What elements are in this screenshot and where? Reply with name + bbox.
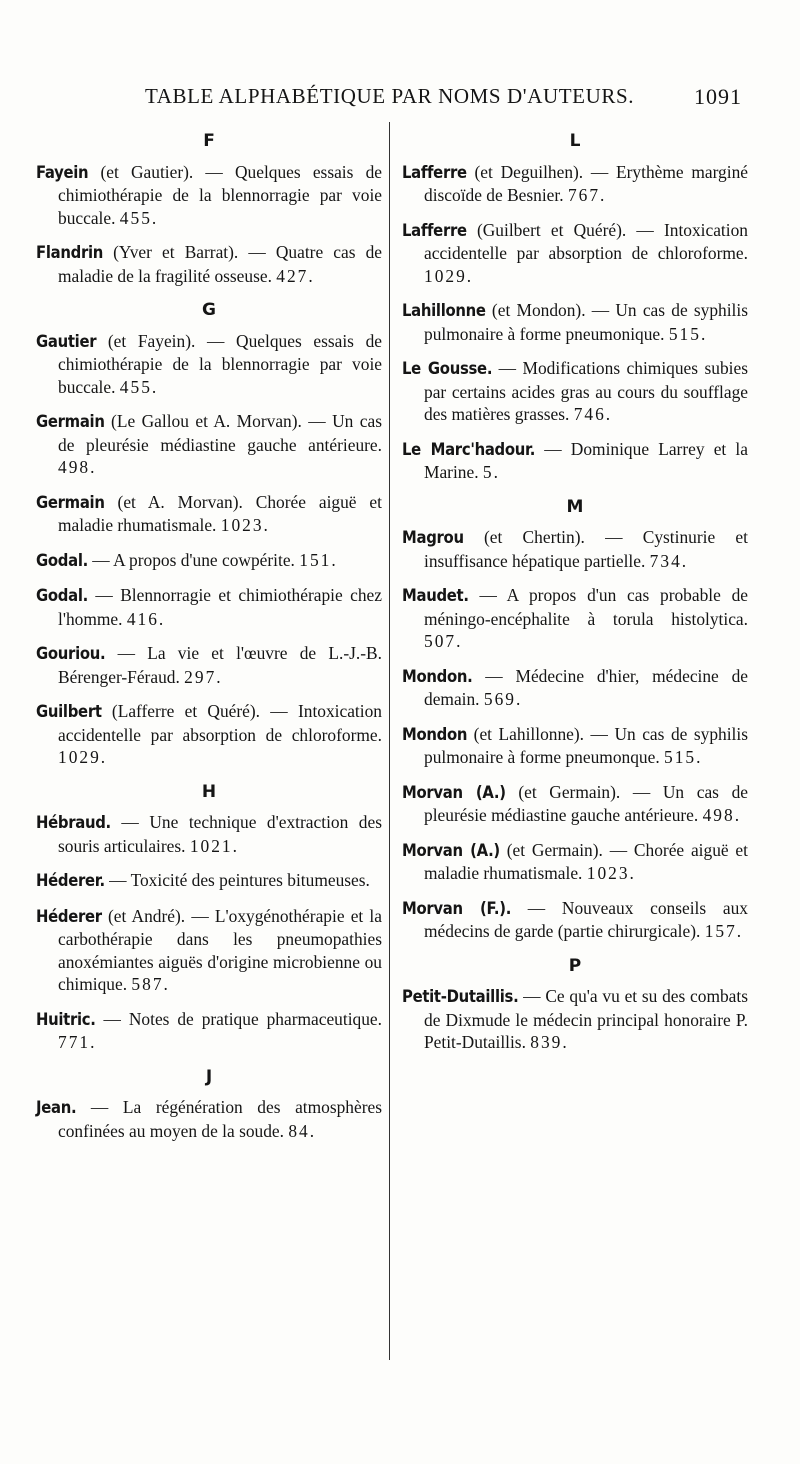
entry-title: (et Germain). — Chorée aiguë et maladie rhumatismale. [424,839,748,883]
entry-title: (Lafferre et Quéré). — Intoxication accidentelle par absorption de chloroforme. [58,701,382,745]
entry-title: (et Chertin). — Cystinurie et insuffisance hépatique partielle. [424,527,748,571]
author-name: Lafferre [402,162,467,182]
index-entry [402,723,748,769]
index-entry [36,869,382,893]
author-name: Petit-Dutaillis. [402,987,519,1006]
entry-page-ref: 455. [119,376,159,397]
section-letter: H [201,781,217,802]
entry-page-ref: 151. [299,549,338,570]
index-entry [402,584,748,653]
entry-page-ref: 1021. [189,835,239,856]
page-title: TABLE ALPHABÉTIQUE PAR NOMS D'AUTEURS. [145,84,635,108]
index-entry [402,839,748,885]
entry-title: (et Deguilhen). — Erythème marginé discoïde de Besnier. [424,161,748,205]
entry-title: (et Germain). — Un cas de pleurésie médiastine gauche antérieure. [424,781,748,825]
entry-page-ref: 1029. [58,747,108,767]
entry-title: — Ce qu'a vu et su des combats de Dixmude le médecin principal honoraire P. Petit-Dutaillis. [424,986,748,1052]
index-entry [402,161,748,207]
entry-title: — Toxicité des peintures bitumeuses. [104,870,370,890]
entry-page-ref: 5. [482,462,500,482]
column-divider [389,122,390,1360]
section-letter: G [202,300,216,320]
index-entry [402,299,748,345]
author-name: Lafferre [402,220,467,240]
author-name: Guilbert [36,702,102,721]
entry-title: — Nouveaux conseils aux médecins de garde (partie chirurgicale). [424,897,748,941]
entry-title: (Guilbert et Quéré). — Intoxication accidentelle par absorption de chloroforme. [424,219,748,263]
author-name: Fayein [36,162,89,182]
entry-page-ref: 587. [131,974,170,994]
index-entry [402,985,748,1054]
entry-title: — Dominique Larrey et la Marine. [424,438,748,482]
entry-page-ref: 157. [704,921,744,941]
index-entry [36,700,382,769]
index-entry [36,330,382,399]
author-name: Godal. [36,586,88,605]
entry-page-ref: 297. [184,666,223,687]
entry-title: — Notes de pratique pharmaceutique. [95,1008,382,1029]
index-entry [402,781,748,827]
entry-title: — Blennorragie et chimiothérapie chez l'homme. [58,585,382,629]
author-name: Magrou [402,528,464,547]
entry-page-ref: 507. [424,631,463,651]
entry-title: (et Lahillonne). — Un cas de syphilis pulmonaire à forme pneumonque. [424,723,748,767]
entry-title: (et Gautier). — Quelques essais de chimiothérapie de la blennorragie par voie buccale. [58,161,382,228]
index-entry [402,526,748,572]
index-entry [36,642,382,688]
entry-page-ref: 746. [573,404,613,424]
author-name: Le Marc'hadour. [402,439,536,459]
author-name: Lahillonne [402,301,486,320]
index-entry [36,410,382,479]
author-name: Le Gousse. [402,359,493,378]
entry-title: (et André). — L'oxygénothérapie et la carbothérapie dans les pneumopathies anoxémiantes aiguës d'origine microbienne ou chimique. [58,905,382,994]
entry-title: — A propos d'une cowpérite. [87,549,300,570]
entry-page-ref: 498. [702,805,742,825]
entry-title: — La vie et l'œuvre de L.-J.-B. Bérenger-Féraud. [58,643,382,687]
author-name: Mondon [402,724,468,744]
entry-title: (et A. Morvan). Chorée aiguë et maladie rhumatismale. [58,491,382,535]
entry-page-ref: 1023. [220,515,270,535]
entry-page-ref: 515. [664,747,703,767]
entry-title: (et Mondon). — Un cas de syphilis pulmonaire à forme pneumonique. [424,300,748,344]
right-column [402,124,748,1066]
author-name: Mondon. [402,666,473,686]
entry-title: (Le Gallou et A. Morvan). — Un cas de pleurésie médiastine gauche antérieure. [58,411,382,455]
author-name: Flandrin [36,243,104,262]
entry-title: (et Fayein). — Quelques essais de chimiothérapie de la blennorragie par voie buccale. [58,330,382,397]
author-name: Godal. [36,550,88,570]
index-entry [402,219,748,288]
entry-page-ref: 839. [530,1032,569,1052]
entry-page-ref: 767. [567,185,607,205]
index-entry [36,1096,382,1142]
entry-page-ref: 1029. [424,265,474,286]
author-name: Germain [36,412,105,431]
entry-title: — Modifications chimiques subies par certains acides gras au cours du soufflage des matières grasses. [424,358,748,424]
author-name: Morvan (A.) [402,840,500,860]
index-entry [402,438,748,484]
index-entry [36,905,382,996]
page-number: 1091 [694,84,742,109]
entry-page-ref: 455. [119,207,159,228]
entry-page-ref: 84. [288,1120,317,1141]
entry-page-ref: 498. [58,457,97,477]
entry-page-ref: 427. [276,265,315,286]
author-name: Hébraud. [36,813,111,832]
entry-title: — Médecine d'hier, médecine de demain. [424,665,748,709]
entry-page-ref: 515. [668,323,708,344]
section-letter: F [203,131,215,151]
author-name: Jean. [36,1098,77,1117]
index-entry [402,357,748,426]
author-name: Gautier [36,331,97,351]
index-entry [36,1008,382,1054]
section-letter: M [566,496,584,517]
index-entry [402,897,748,943]
section-letter: J [205,1066,213,1087]
section-letter: L [569,131,581,151]
author-name: Morvan (F.). [402,898,512,918]
author-name: Héderer. [36,871,105,890]
author-name: Héderer [36,906,102,926]
running-head [0,84,800,116]
entry-page-ref: 1023. [586,863,636,883]
index-entry [36,241,382,287]
section-letter: P [568,955,582,976]
author-name: Morvan (A.) [402,782,506,802]
left-column [36,124,382,1154]
index-entry [36,584,382,630]
author-name: Huitric. [36,1009,96,1029]
entry-title: — La régénération des atmosphères confinées au moyen de la soude. [58,1097,382,1141]
index-entry [36,161,382,230]
entry-page-ref: 416. [126,608,166,629]
index-entry [36,491,382,537]
author-name: Germain [36,492,105,512]
entry-page-ref: 569. [483,689,523,709]
entry-title: — A propos d'un cas probable de méningo-encéphalite à torula histolytica. [424,585,748,629]
index-entry [402,665,748,711]
index-entry [36,811,382,857]
author-name: Gouriou. [36,644,106,663]
index-entry [36,549,382,573]
author-name: Maudet. [402,586,469,605]
entry-page-ref: 734. [649,550,689,571]
entry-title: — Une technique d'extraction des souris articulaires. [58,812,382,856]
entry-page-ref: 771. [58,1032,97,1052]
entry-title: (Yver et Barrat). — Quatre cas de maladie de la fragilité osseuse. [58,242,382,286]
